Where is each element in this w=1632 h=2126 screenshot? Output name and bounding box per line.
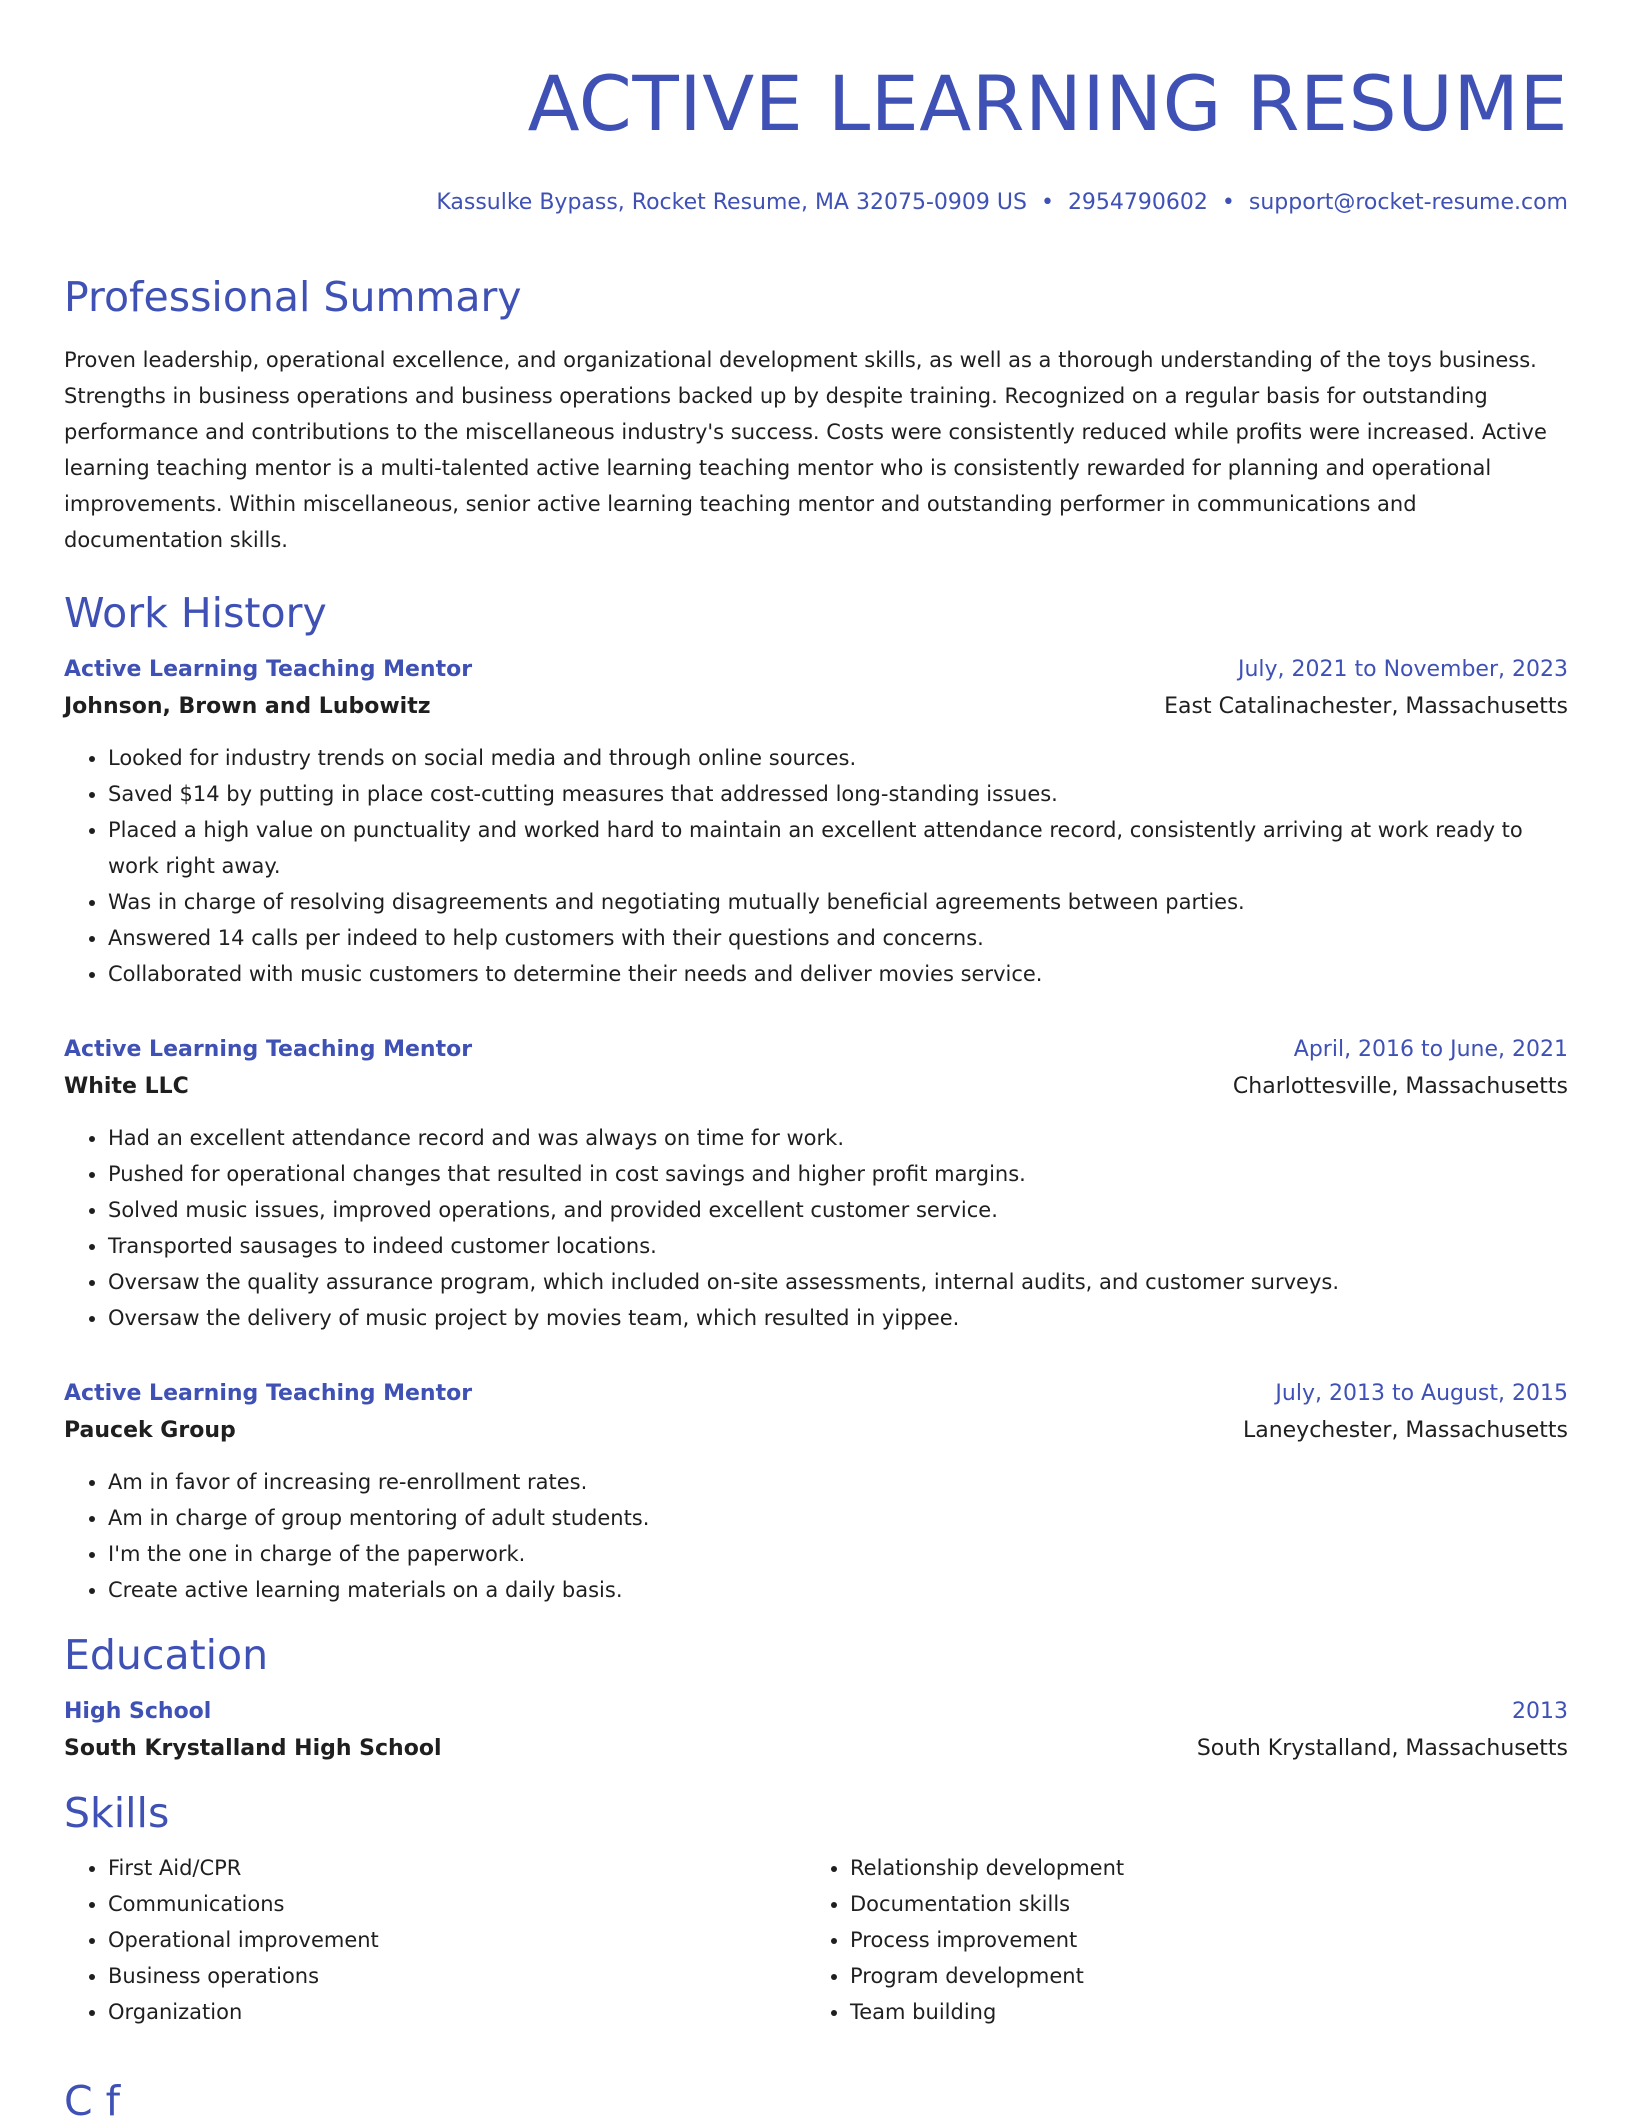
job-bullet: • Collaborated with music customers to determine their needs and deliver movies service.	[108, 956, 1568, 992]
skills-column-right	[806, 1850, 1548, 2030]
job-bullet: • Saved $14 by putting in place cost-cutting measures that addressed long-standing issues.	[108, 776, 1568, 812]
contact-separator: •	[1221, 190, 1235, 215]
summary-heading: Professional Summary	[64, 273, 522, 321]
job-company: White LLC	[64, 1074, 189, 1099]
job-company: Paucek Group	[64, 1418, 236, 1443]
job-title: Active Learning Teaching Mentor	[64, 1037, 473, 1062]
job-bullet: • Pushed for operational changes that resulted in cost savings and higher profit margins.	[108, 1156, 1568, 1192]
skills-grid	[64, 1850, 1568, 2030]
job-bullet: • Placed a high value on punctuality and worked hard to maintain an excellent attendance record, consistently arriving at work ready to work right away.	[108, 812, 1568, 884]
job-location: Charlottesville, Massachusetts	[1232, 1074, 1568, 1099]
job-dates: July, 2013 to August, 2015	[1275, 1381, 1568, 1406]
skill-item: • Business operations	[108, 1958, 806, 1994]
work-history-heading: Work History	[64, 589, 327, 637]
job-title: Active Learning Teaching Mentor	[64, 657, 473, 682]
job-bullet: • Am in charge of group mentoring of adult students.	[108, 1500, 1568, 1536]
job-bullet: • Solved music issues, improved operations, and provided excellent customer service.	[108, 1192, 1568, 1228]
summary-text: Proven leadership, operational excellence, and organizational development skills, as well as a thorough understanding of the toys business. Strengths in business operations and business operations backed up by despite training. Recognized on a regular basis for outstanding performance and contributions to the miscellaneous industry's success. Costs were consistently reduced while profits were increased. Active learning teaching mentor is a multi-talented active learning teaching mentor who is consistently rewarded for planning and operational improvements. Within miscellaneous, senior active learning teaching mentor and outstanding performer in communications and documentation skills.	[64, 348, 1547, 552]
skills-column-left	[64, 1850, 806, 2030]
education-year: 2013	[1512, 1699, 1568, 1724]
job-entry	[64, 652, 1568, 992]
skill-item: • Operational improvement	[108, 1922, 806, 1958]
contact-phone[interactable]: 2954790602	[1067, 190, 1208, 215]
education-entry	[64, 1694, 1568, 1768]
skill-item: • Program development	[850, 1958, 1548, 1994]
job-bullet: • Create active learning materials on a daily basis.	[108, 1572, 1568, 1608]
skill-item: • First Aid/CPR	[108, 1850, 806, 1886]
skills-heading: Skills	[64, 1789, 170, 1837]
skill-item: • Communications	[108, 1886, 806, 1922]
job-dates: April, 2016 to June, 2021	[1293, 1037, 1568, 1062]
job-bullet: • Looked for industry trends on social media and through online sources.	[108, 740, 1568, 776]
contact-line	[64, 188, 1568, 218]
job-bullet: • Was in charge of resolving disagreements and negotiating mutually beneficial agreements between parties.	[108, 884, 1568, 920]
job-bullet: • I'm the one in charge of the paperwork.	[108, 1536, 1568, 1572]
job-location: East Catalinachester, Massachusetts	[1164, 694, 1568, 719]
education-degree: High School	[64, 1699, 212, 1724]
job-location: Laneychester, Massachusetts	[1242, 1418, 1568, 1443]
job-bullet: • Answered 14 calls per indeed to help customers with their questions and concerns.	[108, 920, 1568, 956]
job-bullet: • Oversaw the quality assurance program, which included on-site assessments, internal audits, and customer surveys.	[108, 1264, 1568, 1300]
job-entry	[64, 1032, 1568, 1336]
job-bullets	[64, 740, 1568, 992]
contact-separator: •	[1040, 190, 1054, 215]
job-bullet: • Transported sausages to indeed customer locations.	[108, 1228, 1568, 1264]
job-bullet: • Had an excellent attendance record and was always on time for work.	[108, 1120, 1568, 1156]
contact-address: Kassulke Bypass, Rocket Resume, MA 32075-0909 US	[436, 190, 1027, 215]
job-company: Johnson, Brown and Lubowitz	[64, 694, 431, 719]
job-dates: July, 2021 to November, 2023	[1237, 657, 1568, 682]
skill-item: • Process improvement	[850, 1922, 1548, 1958]
skill-item: • Organization	[108, 1994, 806, 2030]
skill-item: • Documentation skills	[850, 1886, 1548, 1922]
skill-item: • Relationship development	[850, 1850, 1548, 1886]
job-title: Active Learning Teaching Mentor	[64, 1381, 473, 1406]
skill-item: • Team building	[850, 1994, 1548, 2030]
education-school: South Krystalland High School	[64, 1736, 442, 1761]
job-bullets	[64, 1120, 1568, 1336]
education-heading: Education	[64, 1631, 269, 1679]
contact-email[interactable]: support@rocket-resume.com	[1248, 190, 1568, 215]
education-location: South Krystalland, Massachusetts	[1196, 1736, 1568, 1761]
cutoff-section-heading: C f	[64, 2077, 121, 2125]
job-bullets	[64, 1464, 1568, 1608]
job-bullet: • Oversaw the delivery of music project by movies team, which resulted in yippee.	[108, 1300, 1568, 1336]
job-entry	[64, 1376, 1568, 1608]
job-bullet: • Am in favor of increasing re-enrollment rates.	[108, 1464, 1568, 1500]
resume-name: ACTIVE LEARNING RESUME	[527, 59, 1568, 148]
